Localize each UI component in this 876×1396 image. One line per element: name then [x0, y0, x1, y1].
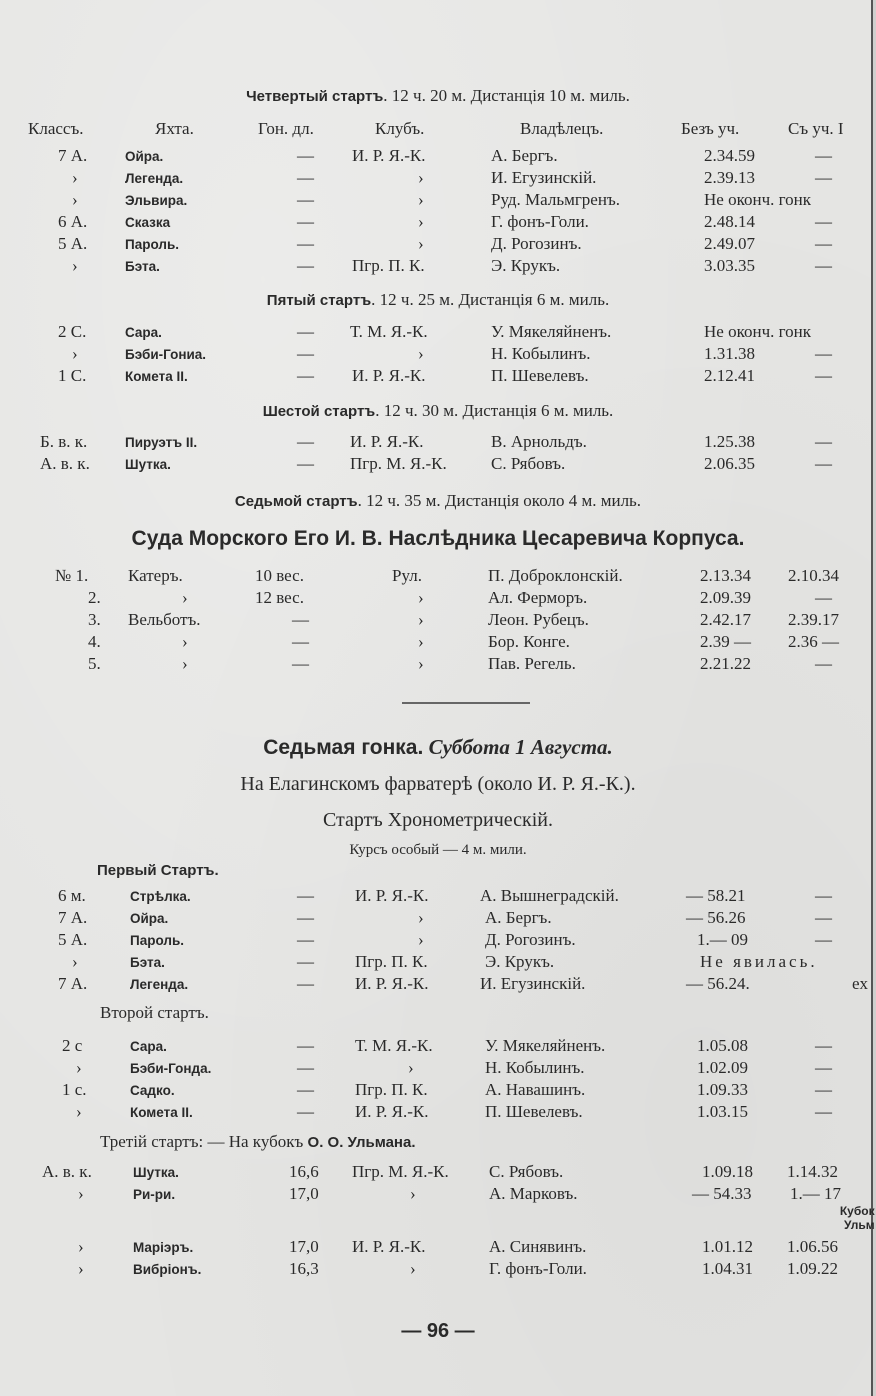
table-row [0, 588, 876, 610]
table-row [0, 566, 876, 588]
yacht-cell: Легенда. [125, 171, 184, 186]
col-owner: Владѣлецъ. [520, 119, 604, 138]
length-cell: — [297, 256, 314, 275]
club-cell: Т. М. Я.-К. [355, 1036, 433, 1055]
time-with-cell: — [815, 454, 832, 473]
length-cell: — [297, 146, 314, 165]
time-without-cell: 1.09.18 [702, 1162, 753, 1181]
yacht-cell: Пируэтъ II. [125, 435, 198, 450]
class-cell: 7 А. [58, 146, 88, 165]
class-cell: 2 с [62, 1036, 83, 1055]
club-cell: И. Р. Я.-К. [355, 886, 429, 905]
length-cell: — [297, 1080, 314, 1099]
time-with-cell: — [815, 930, 832, 949]
class-cell: › [72, 344, 78, 363]
table-row [0, 1102, 876, 1124]
table-row [0, 1237, 876, 1259]
race-date: Суббота 1 Августа. [428, 735, 613, 759]
yacht-cell: Маріэръ. [133, 1240, 194, 1255]
seventh-race-title [0, 735, 876, 760]
length-cell: — [297, 886, 314, 905]
time-with-cell: 1.09.22 [787, 1259, 838, 1278]
helmsman-cell: Леон. Рубецъ. [488, 610, 589, 629]
oars-cell: — [292, 632, 309, 651]
yacht-cell: Садко. [130, 1083, 175, 1098]
owner-cell: У. Мякеляйненъ. [485, 1036, 606, 1055]
owner-cell: С. Рябовъ. [491, 454, 566, 473]
time-without-cell: 1.05.08 [697, 1036, 748, 1055]
number-cell: № 1. [55, 566, 89, 585]
owner-cell: П. Шевелевъ. [491, 366, 589, 385]
length-cell: — [297, 454, 314, 473]
class-cell: Б. в. к. [40, 432, 88, 451]
club-cell: Пгр. П. К. [355, 1080, 428, 1099]
owner-cell: П. Шевелевъ. [485, 1102, 583, 1121]
heading-text: Первый Стартъ. [97, 862, 219, 879]
class-cell: 6 м. [58, 886, 86, 905]
class-cell: А. в. к. [40, 454, 90, 473]
number-cell: 5. [88, 654, 101, 673]
col-time-without: Безъ уч. [681, 119, 740, 138]
class-cell: 1 с. [62, 1080, 87, 1099]
length-cell: — [297, 952, 314, 971]
class-cell: › [78, 1237, 84, 1256]
time-with-cell: — [815, 1080, 832, 1099]
table-row [0, 366, 876, 388]
time-without-cell: 2.09.39 [700, 588, 751, 607]
time-without-cell: — 54.33 [692, 1184, 752, 1203]
table-row [0, 1259, 876, 1281]
table-row [0, 168, 876, 190]
length-cell: — [297, 930, 314, 949]
table-row [0, 234, 876, 256]
yacht-cell: Ойра. [125, 149, 164, 164]
yacht-cell: Стрѣлка. [130, 889, 191, 904]
owner-cell: Д. Рогозинъ. [491, 234, 582, 253]
class-cell: 7 А. [58, 908, 88, 927]
yacht-cell: Сара. [125, 325, 162, 340]
heading-rest: . 12 ч. 35 м. Дистанція около 4 м. миль. [357, 491, 642, 510]
col-length: Гон. дл. [258, 119, 314, 138]
helm-cell: › [418, 588, 424, 607]
time-with-cell: — [815, 588, 832, 607]
seventh-start-heading [0, 491, 876, 511]
helmsman-cell: Бор. Конге. [488, 632, 570, 651]
heading-bold: Шестой стартъ [262, 403, 376, 420]
time-without-cell: — 58.21 [686, 886, 746, 905]
heading-rest: . 12 ч. 20 м. Дистанція 10 м. миль. [383, 86, 630, 105]
helm-cell: Рул. [392, 566, 422, 585]
owner-cell: Г. фонъ-Голи. [489, 1259, 587, 1278]
owner-cell: Н. Кобылинъ. [485, 1058, 585, 1077]
helm-cell: › [418, 610, 424, 629]
table-row [0, 1058, 876, 1080]
club-cell: Пгр. М. Я.-К. [352, 1162, 449, 1181]
time-with-cell: 1.06.56 [787, 1237, 838, 1256]
heading-bold: Пятый стартъ [266, 292, 372, 309]
time-without-cell: 2.42.17 [700, 610, 751, 629]
class-cell: › [76, 1102, 82, 1121]
course-info: Курсъ особый — 4 м. мили. [349, 842, 527, 858]
race-title-bold: Седьмая гонка. [263, 736, 424, 759]
club-cell: › [418, 930, 424, 949]
col-time-with: Съ уч. I [788, 119, 844, 138]
length-cell: — [297, 212, 314, 231]
class-cell: 5 А. [58, 234, 88, 253]
time-without-cell: 2.49.07 [704, 234, 755, 253]
cup-name: О. О. Ульмана. [307, 1134, 416, 1151]
club-cell: › [418, 212, 424, 231]
time-without-cell: 1.— 09 [697, 930, 748, 949]
time-with-cell: 1.14.32 [787, 1162, 838, 1181]
yacht-cell: Эльвира. [125, 193, 188, 208]
owner-cell: А. Бергъ. [491, 146, 558, 165]
helm-cell: › [418, 632, 424, 651]
yacht-cell: Вибріонъ. [133, 1262, 202, 1277]
club-cell: Пгр. П. К. [352, 256, 425, 275]
yacht-cell: Сказка [125, 215, 171, 230]
boat-cell: › [182, 632, 188, 651]
table-row [0, 212, 876, 234]
table-row [0, 146, 876, 168]
length-cell: — [297, 1036, 314, 1055]
table-row [0, 1080, 876, 1102]
yacht-cell: Бэби-Гонда. [130, 1061, 212, 1076]
time-with-cell: 1.— 17 [790, 1184, 841, 1203]
length-cell: 17,0 [289, 1237, 319, 1256]
class-cell: › [76, 1058, 82, 1077]
time-with-cell: — [815, 886, 832, 905]
class-cell: 6 А. [58, 212, 88, 231]
club-cell: › [418, 234, 424, 253]
owner-cell: А. Марковъ. [489, 1184, 578, 1203]
time-without-cell: — 56.26 [686, 908, 746, 927]
table-row [0, 190, 876, 212]
class-cell: А. в. к. [42, 1162, 92, 1181]
time-with-cell: — [815, 908, 832, 927]
yacht-cell: Шутка. [133, 1165, 179, 1180]
sixth-start-heading [0, 401, 876, 421]
yacht-cell: Комета II. [125, 369, 188, 384]
time-with-cell: 2.39.17 [788, 610, 839, 629]
club-cell: И. Р. Я.-К. [352, 146, 426, 165]
owner-cell: А. Синявинъ. [489, 1237, 587, 1256]
length-cell: 17,0 [289, 1184, 319, 1203]
margin-note-line: Ульм [844, 1218, 875, 1232]
length-cell: — [297, 190, 314, 209]
yacht-cell: Комета II. [130, 1105, 193, 1120]
club-cell: И. Р. Я.-К. [352, 1237, 426, 1256]
club-cell: › [418, 168, 424, 187]
club-cell: И. Р. Я.-К. [352, 366, 426, 385]
yacht-cell: Легенда. [130, 977, 189, 992]
col-club: Клубъ. [375, 119, 425, 138]
yacht-cell: Бэби-Гониа. [125, 347, 207, 362]
race-location: На Елагинскомъ фарватерѣ (около И. Р. Я.-К.). [240, 773, 636, 795]
time-without-cell: 3.03.35 [704, 256, 755, 275]
yacht-cell: Пароль. [125, 237, 179, 252]
heading-rest: . 12 ч. 30 м. Дистанція 6 м. миль. [375, 401, 614, 420]
time-with-cell: — [815, 1058, 832, 1077]
club-cell: Пгр. П. К. [355, 952, 428, 971]
class-cell: 1 С. [58, 366, 87, 385]
helmsman-cell: П. Доброклонскій. [488, 566, 623, 585]
table-row [0, 1184, 876, 1206]
helmsman-cell: Ал. Ферморъ. [488, 588, 588, 607]
time-with-cell: — [815, 366, 832, 385]
boat-cell: › [182, 654, 188, 673]
time-without-cell: 2.13.34 [700, 566, 751, 585]
heading-plain: Третій стартъ: — На кубокъ [100, 1132, 304, 1151]
boat-cell: Вельботъ. [128, 610, 201, 629]
boat-cell: Катеръ. [128, 566, 183, 585]
time-with-cell: — [815, 344, 832, 363]
oars-cell: 12 вес. [255, 588, 304, 607]
heading-bold: Седьмой стартъ [234, 493, 358, 510]
owner-cell: И. Егузинскій. [480, 974, 586, 993]
boat-cell: › [182, 588, 188, 607]
length-cell: — [297, 974, 314, 993]
helmsman-cell: Пав. Регель. [488, 654, 576, 673]
length-cell: — [297, 344, 314, 363]
owner-cell: А. Навашинъ. [485, 1080, 586, 1099]
time-without-cell: 2.21.22 [700, 654, 751, 673]
table-row [0, 322, 876, 344]
time-without-cell: 1.01.12 [702, 1237, 753, 1256]
owner-cell: У. Мякеляйненъ. [491, 322, 612, 341]
start-type: Стартъ Хронометрическій. [322, 809, 554, 831]
owner-cell: В. Арнольдъ. [491, 432, 587, 451]
time-with-cell: — [815, 212, 832, 231]
oars-cell: — [292, 654, 309, 673]
yacht-cell: Бэта. [125, 259, 160, 274]
club-cell: › [418, 908, 424, 927]
fifth-start-heading [0, 290, 876, 310]
club-cell: › [408, 1058, 414, 1077]
class-cell: › [72, 168, 78, 187]
yacht-cell: Шутка. [125, 457, 171, 472]
margin-note-line: Кубок [839, 1204, 875, 1218]
time-without-cell: 1.02.09 [697, 1058, 748, 1077]
col-yacht: Яхта. [155, 119, 194, 138]
owner-cell: Д. Рогозинъ. [485, 930, 576, 949]
time-with-cell: 2.10.34 [788, 566, 839, 585]
owner-cell: Э. Крукъ. [491, 256, 561, 275]
time-without-cell: 2.12.41 [704, 366, 755, 385]
margin-note: ex [852, 974, 869, 993]
table-row [0, 454, 876, 476]
length-cell: 16,3 [289, 1259, 319, 1278]
time-with-cell: — [815, 654, 832, 673]
status-cell: Не оконч. гонк [704, 190, 812, 209]
heading-rest: . 12 ч. 25 м. Дистанція 6 м. миль. [371, 290, 610, 309]
yacht-cell: Пароль. [130, 933, 184, 948]
class-cell: 7 А. [58, 974, 88, 993]
club-cell: И. Р. Я.-К. [350, 432, 424, 451]
time-without-cell: 1.04.31 [702, 1259, 753, 1278]
yacht-cell: Бэта. [130, 955, 165, 970]
third-start-heading [100, 1132, 416, 1152]
owner-cell: И. Егузинскій. [491, 168, 597, 187]
club-cell: › [418, 190, 424, 209]
time-without-cell: — 56.24. [686, 974, 750, 993]
number-cell: 3. [88, 610, 101, 629]
table-row [0, 654, 876, 676]
table-row [0, 632, 876, 654]
time-with-cell: — [815, 432, 832, 451]
time-without-cell: 1.09.33 [697, 1080, 748, 1099]
col-class: Классъ. [28, 119, 84, 138]
table-row [0, 432, 876, 454]
table-row [0, 886, 876, 908]
time-without-cell: 1.31.38 [704, 344, 755, 363]
number-cell: 4. [88, 632, 101, 651]
time-without-cell: 2.48.14 [704, 212, 755, 231]
column-headers [0, 119, 876, 141]
margin-note-cup [838, 1204, 875, 1232]
time-with-cell: — [815, 234, 832, 253]
helm-cell: › [418, 654, 424, 673]
time-with-cell: — [815, 1102, 832, 1121]
time-with-cell: 2.36 — [788, 632, 839, 651]
time-without-cell: 2.39.13 [704, 168, 755, 187]
owner-cell: С. Рябовъ. [489, 1162, 564, 1181]
length-cell: — [297, 366, 314, 385]
time-without-cell: 1.25.38 [704, 432, 755, 451]
time-with-cell: — [815, 168, 832, 187]
owner-cell: Г. фонъ-Голи. [491, 212, 589, 231]
owner-cell: Э. Крукъ. [485, 952, 555, 971]
second-start-heading: Второй стартъ. [100, 1003, 209, 1022]
class-cell: › [78, 1259, 84, 1278]
oars-cell: 10 вес. [255, 566, 304, 585]
length-cell: — [297, 908, 314, 927]
table-row [0, 1162, 876, 1184]
owner-cell: А. Вышнеградскій. [480, 886, 619, 905]
yacht-cell: Сара. [130, 1039, 167, 1054]
club-cell: Пгр. М. Я.-К. [350, 454, 447, 473]
club-cell: Т. М. Я.-К. [350, 322, 428, 341]
table-row [0, 952, 876, 974]
club-cell: И. Р. Я.-К. [355, 1102, 429, 1121]
club-cell: И. Р. Я.-К. [355, 974, 429, 993]
number-cell: 2. [88, 588, 101, 607]
time-with-cell: — [815, 1036, 832, 1055]
status-cell: Не явилась. [700, 952, 818, 971]
status-cell: Не оконч. гонк [704, 322, 812, 341]
table-row [0, 344, 876, 366]
table-row [0, 974, 876, 996]
yacht-cell: Ойра. [130, 911, 169, 926]
time-without-cell: 2.39 — [700, 632, 751, 651]
club-cell: › [418, 344, 424, 363]
table-row [0, 610, 876, 632]
length-cell: — [297, 1058, 314, 1077]
table-row [0, 1036, 876, 1058]
page-number: — 96 — [401, 1320, 475, 1342]
class-cell: 5 А. [58, 930, 88, 949]
class-cell: › [72, 190, 78, 209]
class-cell: › [72, 256, 78, 275]
time-with-cell: — [815, 256, 832, 275]
length-cell: — [297, 1102, 314, 1121]
length-cell: — [297, 168, 314, 187]
table-row [0, 908, 876, 930]
table-row [0, 930, 876, 952]
club-cell: › [410, 1259, 416, 1278]
length-cell: — [297, 322, 314, 341]
yacht-cell: Ри-ри. [133, 1187, 176, 1202]
naval-corps-title: Суда Морского Его И. В. Наслѣдника Цесаревича Корпуса. [131, 527, 745, 550]
owner-cell: Руд. Мальмгренъ. [491, 190, 620, 209]
time-without-cell: 2.06.35 [704, 454, 755, 473]
club-cell: › [410, 1184, 416, 1203]
length-cell: — [297, 234, 314, 253]
fourth-start-heading [0, 86, 876, 106]
time-with-cell: — [815, 146, 832, 165]
time-without-cell: 2.34.59 [704, 146, 755, 165]
time-without-cell: 1.03.15 [697, 1102, 748, 1121]
table-row [0, 256, 876, 278]
owner-cell: А. Бергъ. [485, 908, 552, 927]
class-cell: › [78, 1184, 84, 1203]
first-start-heading [97, 860, 219, 880]
oars-cell: — [292, 610, 309, 629]
class-cell: › [72, 952, 78, 971]
section-divider [402, 702, 530, 704]
heading-bold: Четвертый стартъ [246, 88, 384, 105]
length-cell: 16,6 [289, 1162, 319, 1181]
owner-cell: Н. Кобылинъ. [491, 344, 591, 363]
length-cell: — [297, 432, 314, 451]
class-cell: 2 С. [58, 322, 87, 341]
